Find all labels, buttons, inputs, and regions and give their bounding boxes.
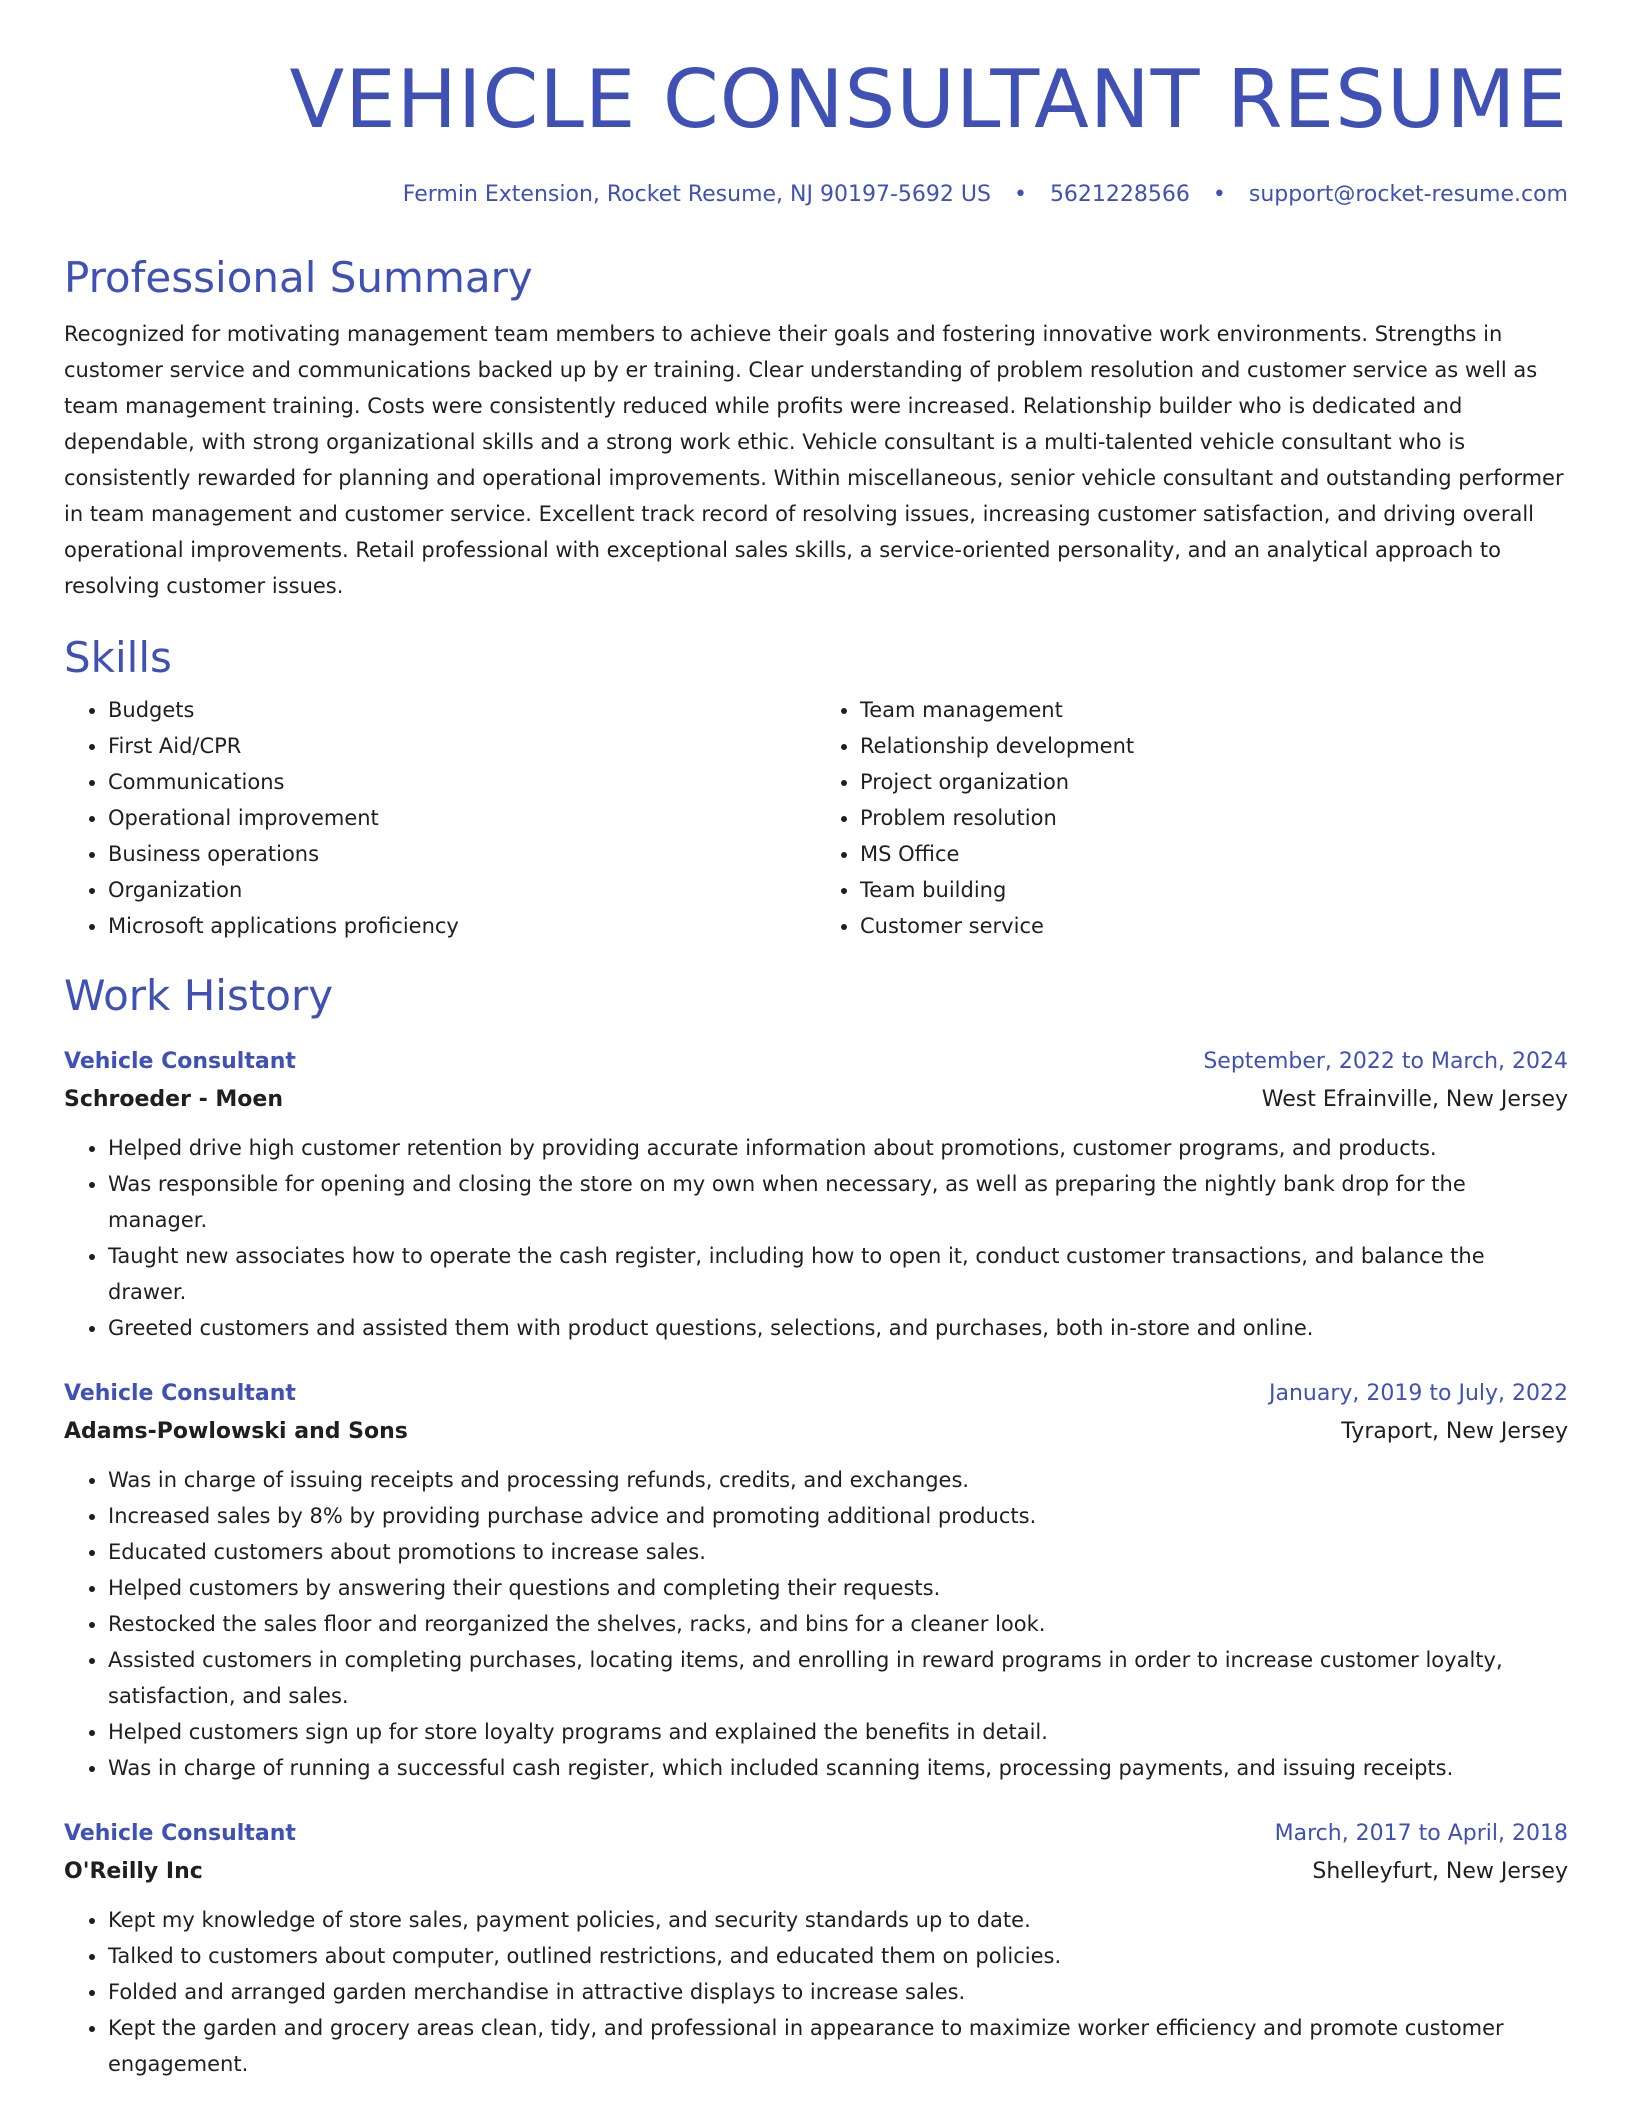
job-location: Shelleyfurt, New Jersey [1312,1859,1568,1884]
job-bullet: • Was responsible for opening and closing the store on my own when necessary, as well as preparing the nightly bank drop for the manager. [108,1166,1568,1238]
skill-item: • First Aid/CPR [108,728,816,764]
contact-line [64,180,1568,210]
job-title: Vehicle Consultant [64,1821,296,1846]
job-bullets [64,1902,1568,2082]
skill-item: • Communications [108,764,816,800]
job-bullet: • Was in charge of issuing receipts and processing refunds, credits, and exchanges. [108,1462,1568,1498]
job-bullet: • Assisted customers in completing purchases, locating items, and enrolling in reward programs in order to increase customer loyalty, satisfaction, and sales. [108,1642,1568,1714]
skill-item: • Relationship development [860,728,1568,764]
job-entry [64,1044,1568,1346]
job-dates: September, 2022 to March, 2024 [1203,1049,1568,1074]
skill-item: • Team management [860,692,1568,728]
job-bullet: • Educated customers about promotions to increase sales. [108,1534,1568,1570]
job-bullet: • Increased sales by 8% by providing purchase advice and promoting additional products. [108,1498,1568,1534]
job-bullet: • Talked to customers about computer, outlined restrictions, and educated them on policies. [108,1938,1568,1974]
summary-text: Recognized for motivating management team members to achieve their goals and fostering innovative work environments. Strengths in customer service and communications backed up by er training. Clear understanding of problem resolution and customer service as well as team management training. Costs were consistently reduced while profits were increased. Relationship builder who is dedicated and dependable, with strong organizational skills and a strong work ethic. Vehicle consultant is a multi-talented vehicle consultant who is consistently rewarded for planning and operational improvements. Within miscellaneous, senior vehicle consultant and outstanding performer in team management and customer service. Excellent track record of resolving issues, increasing customer satisfaction, and driving overall operational improvements. Retail professional with exceptional sales skills, a service-oriented personality, and an analytical approach to resolving customer issues. [64,322,1564,598]
job-header-row [64,1376,1568,1412]
job-bullets [64,1462,1568,1786]
job-company-row [64,1852,1568,1892]
skill-item: • Budgets [108,692,816,728]
job-bullet: • Helped customers sign up for store loyalty programs and explained the benefits in detail. [108,1714,1568,1750]
job-bullet: • Kept my knowledge of store sales, payment policies, and security standards up to date. [108,1902,1568,1938]
job-bullet: • Helped customers by answering their questions and completing their requests. [108,1570,1568,1606]
skill-item: • MS Office [860,836,1568,872]
contact-phone: 5621228566 [1049,182,1190,207]
contact-email: support@rocket-resume.com [1248,182,1568,207]
job-bullet: • Taught new associates how to operate the cash register, including how to open it, conduct customer transactions, and balance the drawer. [108,1238,1568,1310]
job-bullets [64,1130,1568,1346]
contact-separator: • [1212,182,1226,207]
contact-separator: • [1013,182,1027,207]
job-header-row [64,1044,1568,1080]
job-entry [64,1376,1568,1786]
job-company-row [64,1412,1568,1452]
job-bullet: • Was in charge of running a successful cash register, which included scanning items, processing payments, and issuing receipts. [108,1750,1568,1786]
job-location: Tyraport, New Jersey [1341,1419,1568,1444]
skills-heading: Skills [64,633,172,682]
job-company: O'Reilly Inc [64,1859,203,1884]
job-dates: January, 2019 to July, 2022 [1269,1381,1568,1406]
skill-item: • Project organization [860,764,1568,800]
job-bullet: • Greeted customers and assisted them with product questions, selections, and purchases, both in-store and online. [108,1310,1568,1346]
work-history-heading: Work History [64,971,334,1020]
skill-item: • Customer service [860,908,1568,944]
skill-item: • Organization [108,872,816,908]
skill-item: • Team building [860,872,1568,908]
job-header-row [64,1816,1568,1852]
job-entry [64,1816,1568,2082]
job-bullet: • Folded and arranged garden merchandise in attractive displays to increase sales. [108,1974,1568,2010]
job-company-row [64,1080,1568,1120]
resume-title: VEHICLE CONSULTANT RESUME [289,53,1568,146]
skill-item: • Problem resolution [860,800,1568,836]
job-bullet: • Restocked the sales floor and reorganized the shelves, racks, and bins for a cleaner look. [108,1606,1568,1642]
skills-column-left [64,692,816,944]
skill-item: • Business operations [108,836,816,872]
skill-item: • Operational improvement [108,800,816,836]
job-title: Vehicle Consultant [64,1381,296,1406]
job-dates: March, 2017 to April, 2018 [1274,1821,1568,1846]
skills-list [64,692,1568,944]
job-bullet: • Kept the garden and grocery areas clean, tidy, and professional in appearance to maximize worker efficiency and promote customer engagement. [108,2010,1568,2082]
job-location: West Efrainville, New Jersey [1261,1087,1568,1112]
job-bullet: • Helped drive high customer retention by providing accurate information about promotions, customer programs, and products. [108,1130,1568,1166]
skill-item: • Microsoft applications proficiency [108,908,816,944]
skills-column-right [816,692,1568,944]
summary-heading: Professional Summary [64,253,533,302]
job-title: Vehicle Consultant [64,1049,296,1074]
job-company: Schroeder - Moen [64,1087,283,1112]
job-company: Adams-Powlowski and Sons [64,1419,408,1444]
contact-address: Fermin Extension, Rocket Resume, NJ 90197-5692 US [402,182,991,207]
